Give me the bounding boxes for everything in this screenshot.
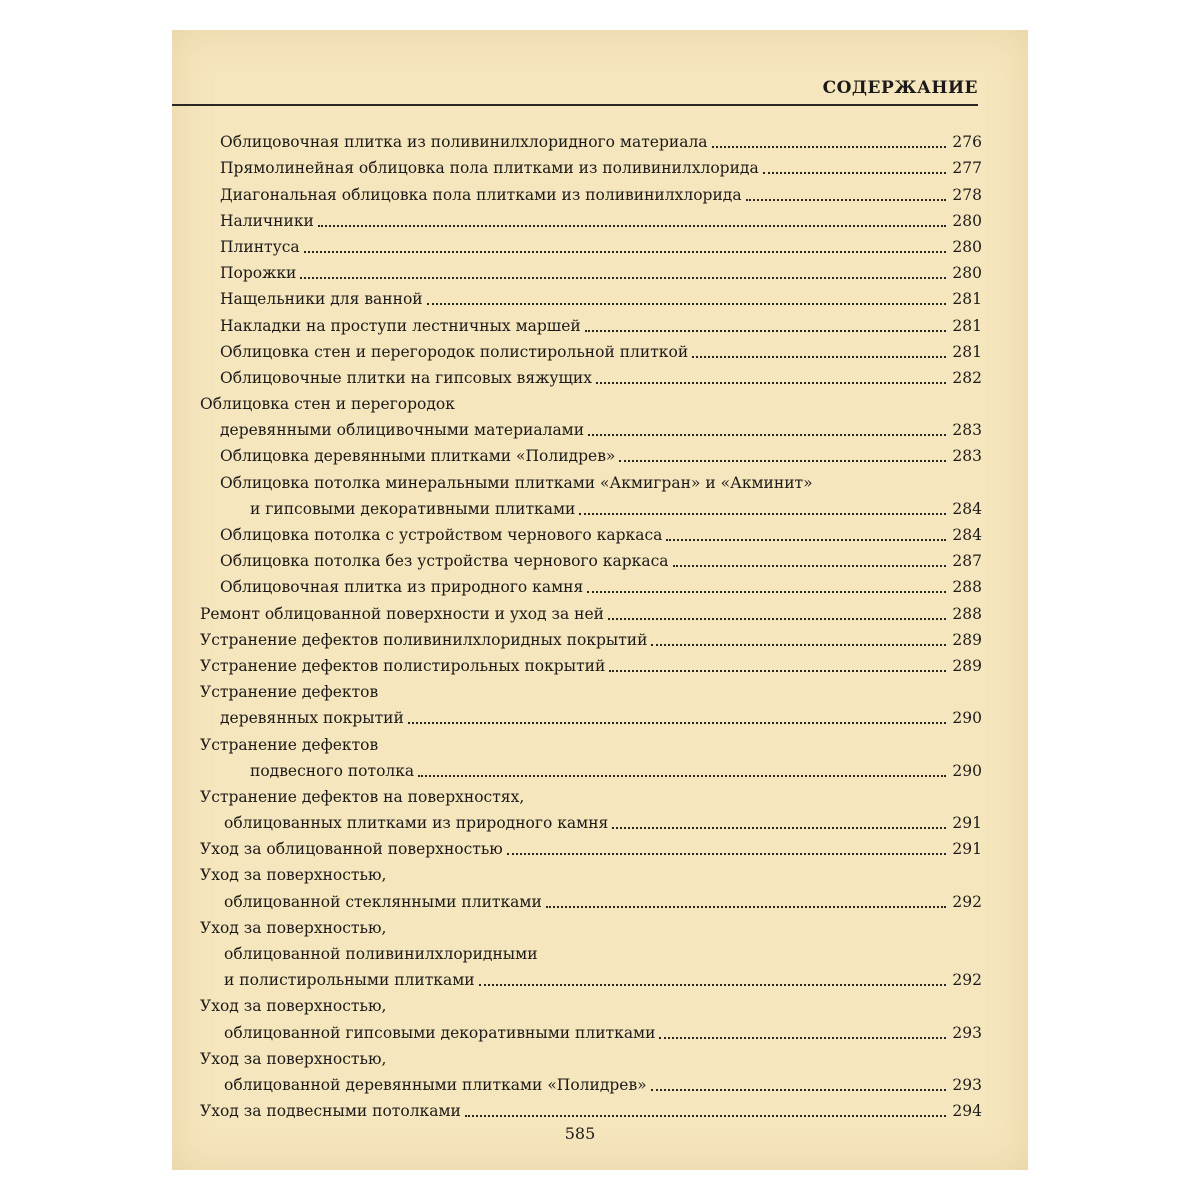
toc-entry-page: 280 xyxy=(952,211,982,230)
toc-entry-title: облицованной гипсовыми декоративными плитками xyxy=(224,1023,656,1042)
toc-entry xyxy=(200,833,982,859)
toc-entry-title: Устранение дефектов на поверхностях, xyxy=(200,787,525,806)
toc-entry-page: 283 xyxy=(952,421,982,440)
toc-entry-page: 284 xyxy=(952,499,982,518)
toc-entry-title: Накладки на проступи лестничных маршей xyxy=(220,316,581,335)
toc-entry-page: 294 xyxy=(952,1102,982,1121)
toc-entry-page: 276 xyxy=(952,133,982,152)
toc-entry xyxy=(200,178,982,204)
dot-leader xyxy=(692,356,946,358)
toc-entry-page: 288 xyxy=(952,604,982,623)
dot-leader xyxy=(304,251,946,253)
toc-entry xyxy=(200,807,982,833)
toc-entry-title: и полистирольными плитками xyxy=(224,971,475,990)
toc-entry xyxy=(200,283,982,309)
toc-entry-title: Наличники xyxy=(220,211,314,230)
toc-entry-page: 288 xyxy=(952,578,982,597)
toc-entry-title: облицованной поливинилхлоридными xyxy=(224,945,538,963)
toc-entry xyxy=(200,336,982,362)
toc-entry-title: облицованных плитками из природного камня xyxy=(224,814,609,833)
toc-entry xyxy=(200,571,982,597)
dot-leader xyxy=(579,513,946,515)
dot-leader xyxy=(666,539,946,541)
toc-entry-title: облицованной стеклянными плитками xyxy=(224,892,542,911)
toc-entry xyxy=(200,990,982,1016)
toc-entry-page: 281 xyxy=(952,342,982,361)
toc-entry xyxy=(200,388,982,414)
dot-leader xyxy=(612,827,946,829)
toc-entry-title: Порожки xyxy=(220,264,297,283)
dot-leader xyxy=(427,303,946,305)
toc-entry-title: облицованной деревянными плитками «Полидрев» xyxy=(224,1075,647,1094)
toc-entry xyxy=(200,152,982,178)
toc-entry-page: 291 xyxy=(952,840,982,859)
toc-entry xyxy=(200,676,982,702)
toc-entry-title: Облицовка стен и перегородок полистирольной плиткой xyxy=(220,342,689,361)
toc-entry-title: и гипсовыми декоративными плитками xyxy=(250,499,576,518)
toc-entry xyxy=(200,755,982,781)
dot-leader xyxy=(651,1089,946,1091)
toc-entry-title: Облицовка потолка без устройства чернового каркаса xyxy=(220,552,669,571)
toc-entry-page: 293 xyxy=(952,1075,982,1094)
running-header xyxy=(172,78,978,106)
toc-entry xyxy=(200,728,982,754)
dot-leader xyxy=(746,199,946,201)
toc-entry xyxy=(200,493,982,519)
dot-leader xyxy=(546,906,946,908)
toc-entry-title: Нащельники для ванной xyxy=(220,290,423,309)
dot-leader xyxy=(300,277,946,279)
toc-entry-page: 289 xyxy=(952,656,982,675)
dot-leader xyxy=(659,1037,946,1039)
toc-entry xyxy=(200,466,982,492)
book-page xyxy=(172,30,1028,1170)
toc-entry xyxy=(200,624,982,650)
toc-entry xyxy=(200,545,982,571)
toc-entry-page: 293 xyxy=(952,1023,982,1042)
toc-entry-title: подвесного потолка xyxy=(250,761,415,780)
toc-entry-title: Прямолинейная облицовка пола плитками из поливинилхлорида xyxy=(220,159,759,178)
toc-entry-title: Облицовка потолка с устройством чернового каркаса xyxy=(220,526,663,544)
toc-entry-title: Уход за поверхностью, xyxy=(200,918,387,937)
toc-entry xyxy=(200,702,982,728)
toc-entry-page: 284 xyxy=(952,526,982,544)
toc-entry xyxy=(200,1016,982,1042)
toc-entry-title: Облицовочные плитки на гипсовых вяжущих xyxy=(220,368,593,387)
toc-entry xyxy=(200,781,982,807)
dot-leader xyxy=(318,225,946,227)
dot-leader xyxy=(588,434,946,436)
toc-entry-page: 283 xyxy=(952,447,982,466)
toc-entry xyxy=(200,885,982,911)
toc-entry-title: Уход за поверхностью, xyxy=(200,1049,387,1068)
header-title: СОДЕРЖАНИЕ xyxy=(822,78,978,98)
toc-entry-title: Устранение дефектов полистирольных покрытий xyxy=(200,656,606,675)
toc-entry-title: Ремонт облицованной поверхности и уход за ней xyxy=(200,604,604,623)
dot-leader xyxy=(507,853,946,855)
toc-entry-page: 277 xyxy=(952,159,982,178)
toc-entry-page: 291 xyxy=(952,814,982,833)
dot-leader xyxy=(596,382,946,384)
dot-leader xyxy=(712,146,946,148)
toc-entry-title: Облицовка потолка минеральными плитками «Акмигран» и «Акминит» xyxy=(220,473,813,492)
toc-entry-title: Устранение дефектов xyxy=(200,735,379,754)
toc-entry-page: 290 xyxy=(952,709,982,728)
dot-leader xyxy=(587,591,946,593)
table-of-contents xyxy=(200,126,982,1121)
toc-entry-title: Устранение дефектов поливинилхлоридных покрытий xyxy=(200,630,648,649)
toc-entry-title: Устранение дефектов xyxy=(200,683,379,702)
toc-entry xyxy=(200,414,982,440)
toc-entry-title: деревянными облицивочными материалами xyxy=(220,421,585,440)
toc-entry-title: Уход за облицованной поверхностью xyxy=(200,840,503,859)
dot-leader xyxy=(673,565,946,567)
toc-entry-page: 281 xyxy=(952,316,982,335)
dot-leader xyxy=(608,618,946,620)
toc-entry-title: Плинтуса xyxy=(220,237,300,256)
toc-entry-page: 282 xyxy=(952,368,982,387)
dot-leader xyxy=(619,460,946,462)
toc-entry-page: 287 xyxy=(952,552,982,571)
toc-entry-page: 278 xyxy=(952,185,982,204)
page-number: 585 xyxy=(564,1124,596,1143)
dot-leader xyxy=(763,172,946,174)
toc-entry xyxy=(200,650,982,676)
toc-entry-title: деревянных покрытий xyxy=(220,709,404,728)
toc-entry xyxy=(200,205,982,231)
toc-entry xyxy=(200,309,982,335)
toc-entry-title: Облицовка стен и перегородок xyxy=(200,395,455,414)
toc-entry-page: 290 xyxy=(952,761,982,780)
dot-leader xyxy=(585,330,946,332)
dot-leader xyxy=(609,670,946,672)
toc-entry xyxy=(200,1095,982,1121)
toc-entry xyxy=(200,1069,982,1095)
toc-entry xyxy=(200,519,982,545)
toc-entry-title: Уход за поверхностью, xyxy=(200,997,387,1016)
dot-leader xyxy=(651,644,946,646)
toc-entry xyxy=(200,440,982,466)
dot-leader xyxy=(465,1115,946,1117)
toc-entry xyxy=(200,964,982,990)
dot-leader xyxy=(408,722,946,724)
toc-entry-title: Уход за подвесными потолками xyxy=(200,1102,461,1121)
toc-entry-page: 280 xyxy=(952,237,982,256)
toc-entry-title: Облицовочная плитка из природного камня xyxy=(220,578,584,597)
toc-entry xyxy=(200,231,982,257)
toc-entry-page: 292 xyxy=(952,892,982,911)
toc-entry-title: Облицовочная плитка из поливинилхлоридного материала xyxy=(220,133,708,152)
toc-entry-page: 280 xyxy=(952,264,982,283)
dot-leader xyxy=(418,775,946,777)
toc-entry-title: Диагональная облицовка пола плитками из поливинилхлорида xyxy=(220,185,742,204)
toc-entry xyxy=(200,257,982,283)
toc-entry-page: 289 xyxy=(952,630,982,649)
toc-entry-title: Облицовка деревянными плитками «Полидрев» xyxy=(220,447,616,466)
dot-leader xyxy=(479,984,946,986)
toc-entry-page: 281 xyxy=(952,290,982,309)
toc-entry xyxy=(200,597,982,623)
toc-entry xyxy=(200,362,982,388)
toc-entry-page: 292 xyxy=(952,971,982,990)
toc-entry xyxy=(200,1043,982,1069)
toc-entry xyxy=(200,912,982,938)
toc-entry xyxy=(200,126,982,152)
toc-entry xyxy=(200,938,982,964)
toc-entry-title: Уход за поверхностью, xyxy=(200,866,387,885)
toc-entry xyxy=(200,859,982,885)
